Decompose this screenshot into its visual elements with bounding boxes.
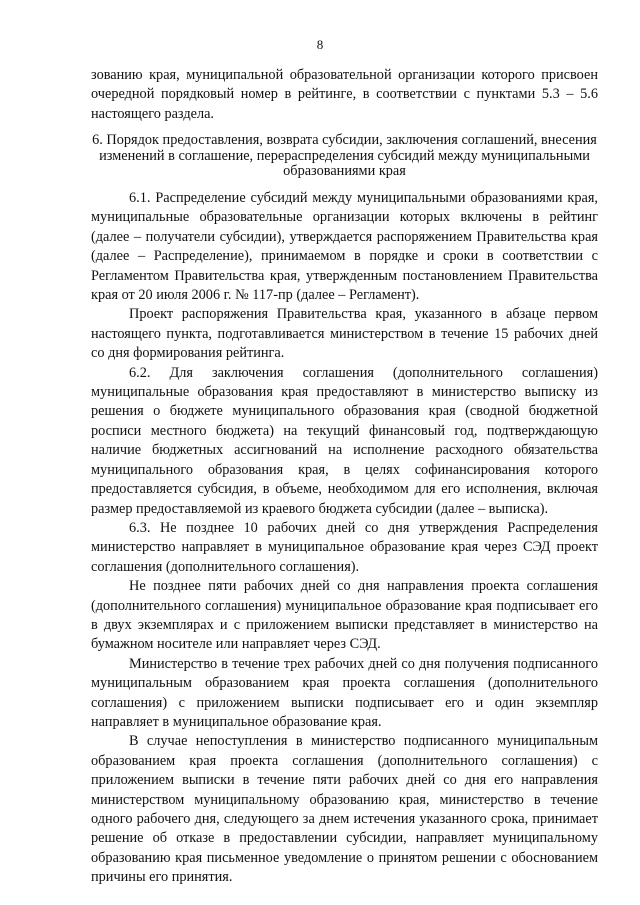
paragraph-6-1: 6.1. Распределение субсидий между муниципальными образованиями края, муниципальные образовательные организации которых включены в рейтинг (далее – получатели субсидии), утверждается распоряжением Правительства края (далее – Распределение), принимаемом в порядке и сроки в соответствии с Регламентом Правительства края, утвержденным постановлением Правительства края от 20 июля 2006 г. № 117-пр (далее – Регламент). <box>91 190 598 304</box>
paragraph-non-receipt: В случае непоступления в министерство подписанного муниципальным образованием края проекта соглашения (дополнительного соглашения) с приложением выписки в течение пяти рабочих дней со дня его направления министерством муниципальному образованию края, министерство в течение одного рабочего дня, следующего за днем истечения указанного срока, принимает решение об отказе в предоставлении субсидии, направляет муниципальному образованию края письменное уведомление о принятом решении с обоснованием причины его принятия. <box>91 733 598 886</box>
paragraph-draft-order: Проект распоряжения Правительства края, указанного в абзаце первом настоящего пункта, подготавливается министерством в течение 15 рабочих дней со дня формирования рейтинга. <box>91 306 598 362</box>
section-body <box>91 189 598 888</box>
section-heading: 6. Порядок предоставления, возврата субсидии, заключения соглашений, внесения изменений в соглашение, перераспределения субсидий между муниципальными образованиями края <box>92 132 597 179</box>
paragraph-6-2: 6.2. Для заключения соглашения (дополнительного соглашения) муниципальные образования края предоставляют в министерство выписку из решения о бюджете муниципального образования края (сводной бюджетной росписи местного бюджета) на текущий финансовый год, подтверждающую наличие бюджетных ассигнований на исполнение расходного обязательства муниципального образования края, в целях софинансирования которого предоставляется субсидия, в объеме, необходимом для его исполнения, включая размер предоставляемой из краевого бюджета субсидии (далее – выписка). <box>91 364 598 517</box>
continuation-paragraph: зованию края, муниципальной образовательной организации которого присвоен очередной порядковый номер в рейтинге, в соответствии с пунктами 5.3 – 5.6 настоящего раздела. <box>91 67 598 122</box>
paragraph-ministry-signing: Министерство в течение трех рабочих дней со дня получения подписанного муниципальным образованием края проекта соглашения (дополнительного соглашения) с приложением выписки подписывает его и один экземпляр направляет в муниципальное образование края. <box>91 655 598 730</box>
paragraph-signing-deadline: Не позднее пяти рабочих дней со дня направления проекта соглашения (дополнительного соглашения) муниципальное образование края подписывает его в двух экземплярах и с приложением выписки представляет в министерство на бумажном носителе или направляет через СЭД. <box>91 578 598 653</box>
page-number: 8 <box>316 37 324 52</box>
paragraph-6-3: 6.3. Не позднее 10 рабочих дней со дня утверждения Распределения министерство направляет в муниципальное образование края через СЭД проект соглашения (дополнительного соглашения). <box>91 519 598 575</box>
